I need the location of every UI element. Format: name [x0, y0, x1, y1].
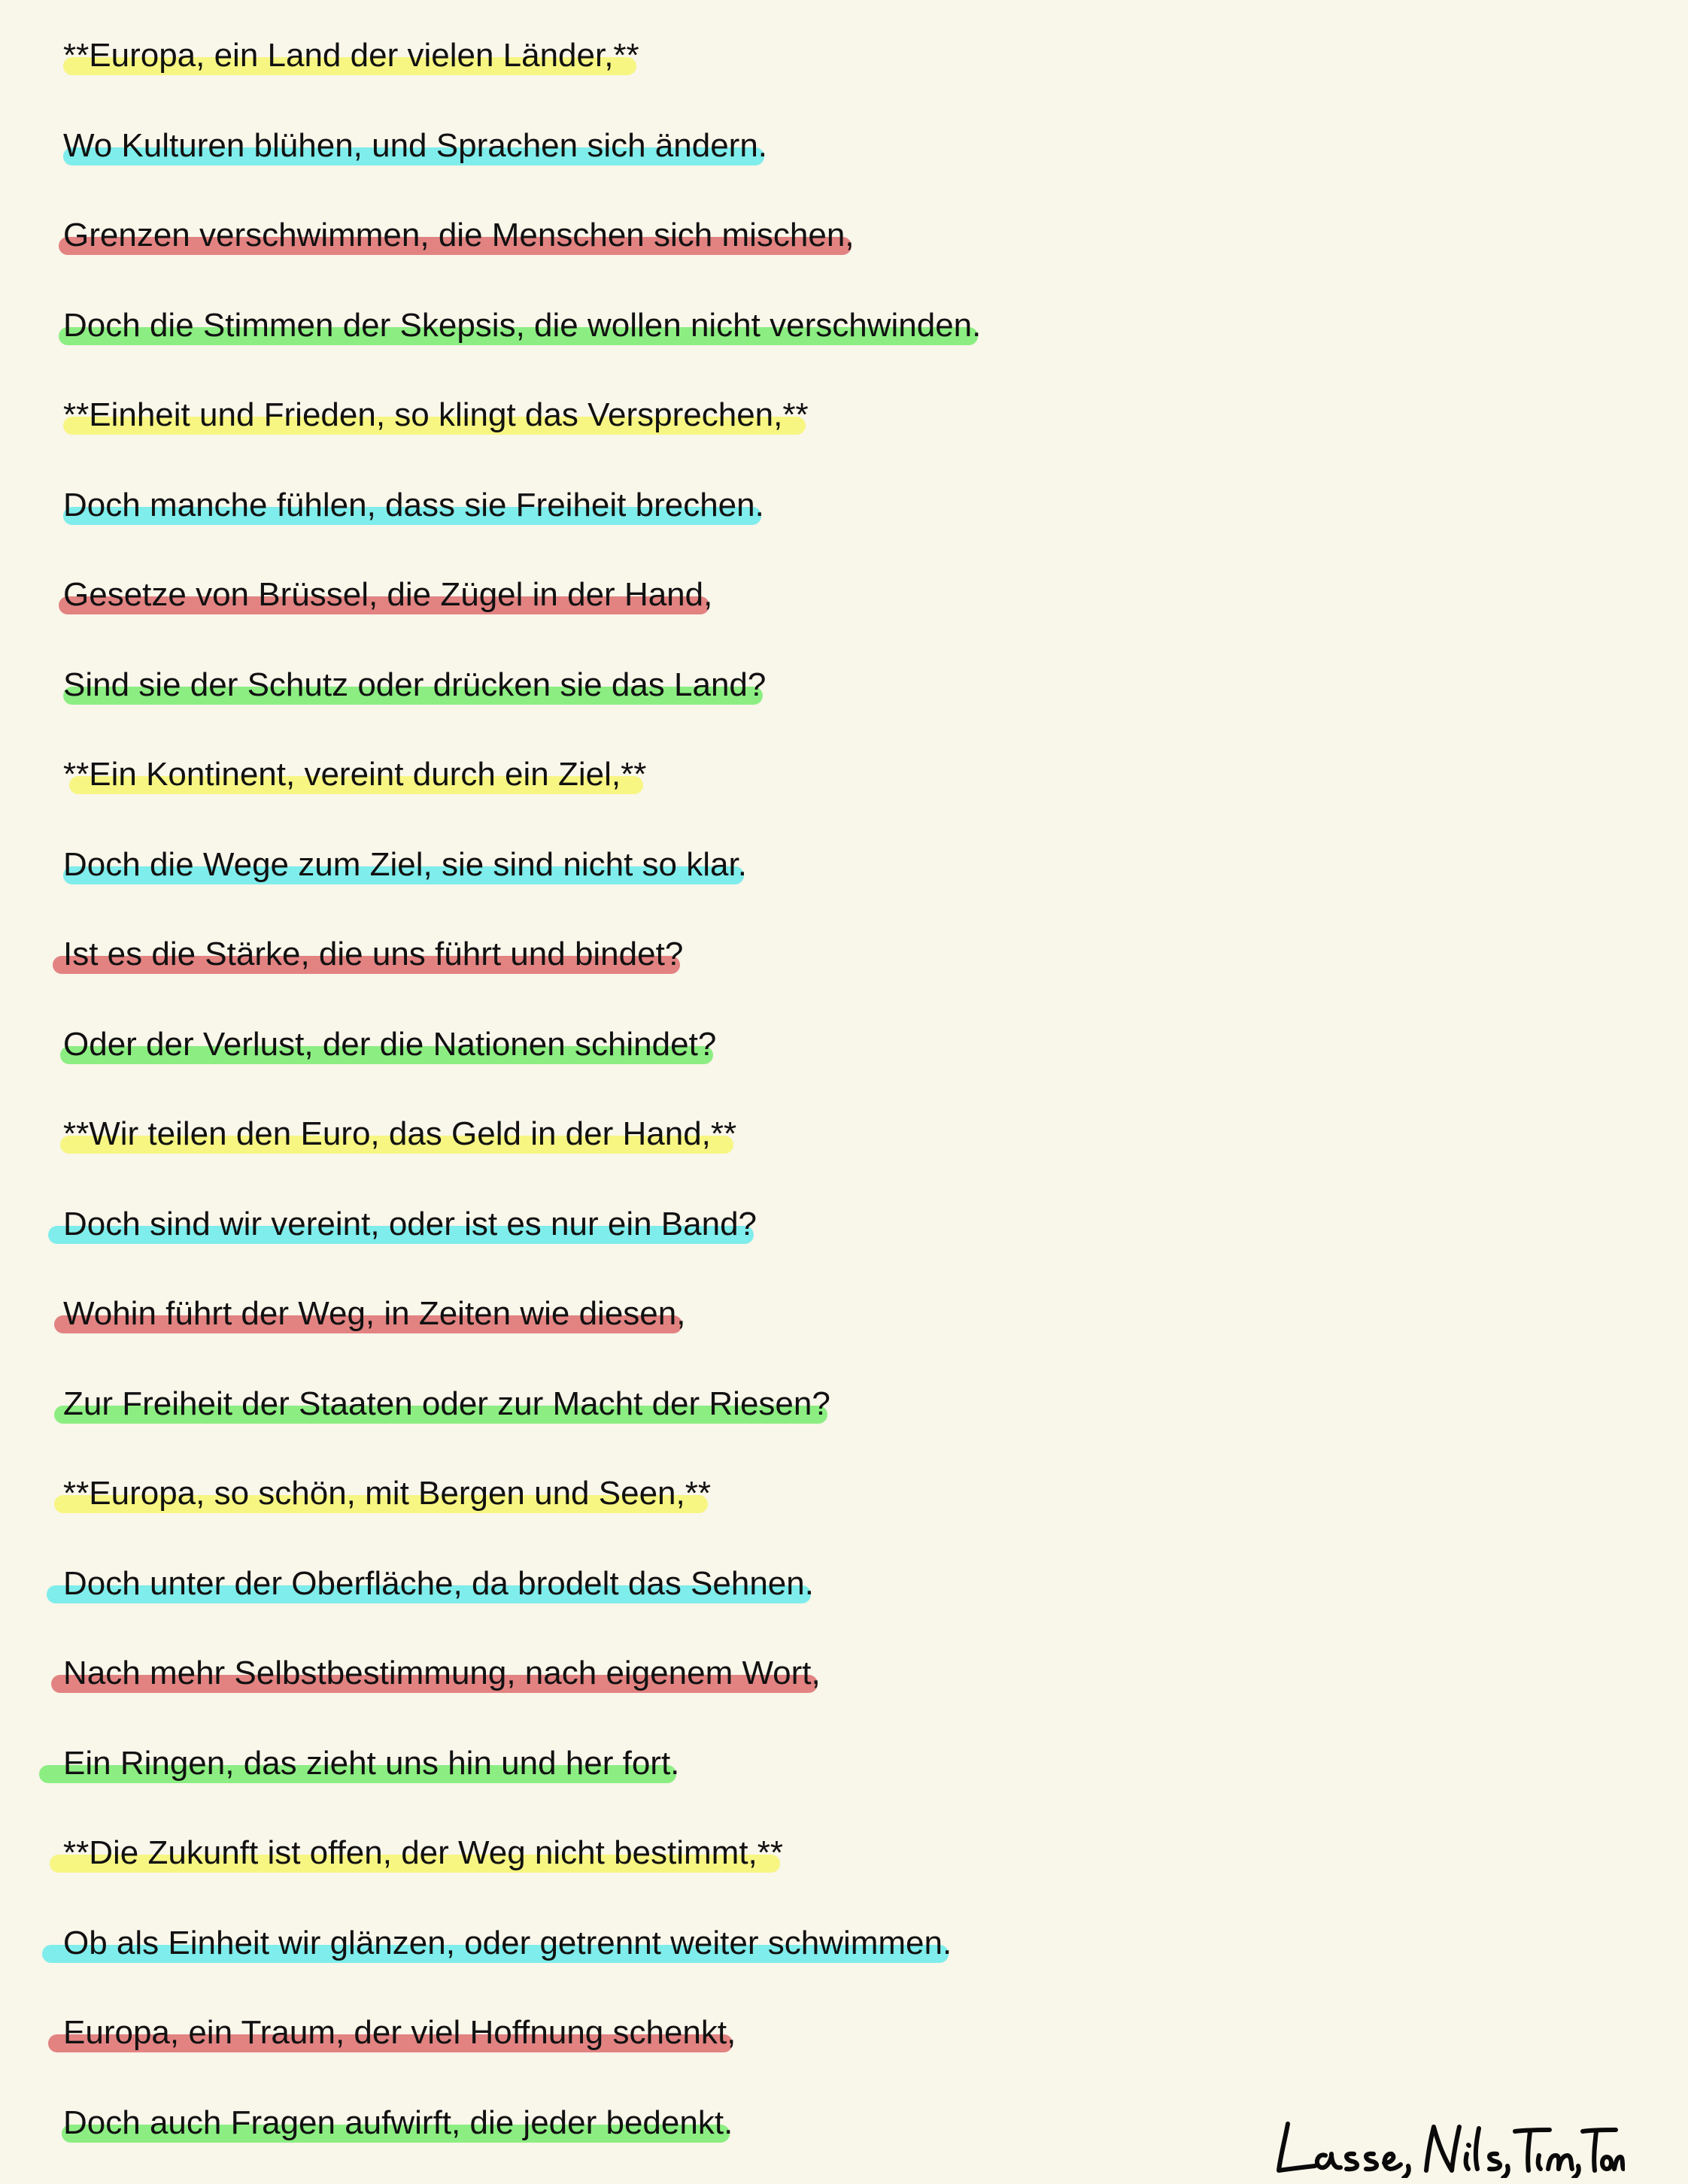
- poem-line: [63, 1104, 736, 1164]
- poem-line-text: Europa, ein Traum, der viel Hoffnung schenkt,: [63, 2014, 736, 2051]
- poem-line: [63, 1554, 814, 1614]
- poem-line-text: **Ein Kontinent, vereint durch ein Ziel,**: [63, 756, 647, 793]
- poem-line-text: **Wir teilen den Euro, das Geld in der Hand,**: [63, 1115, 737, 1152]
- poem-line-text: Zur Freiheit der Staaten oder zur Macht der Riesen?: [63, 1385, 830, 1422]
- poem-line-text: **Die Zukunft ist offen, der Weg nicht bestimmt,**: [63, 1834, 784, 1871]
- poem-line-text: Doch sind wir vereint, oder ist es nur ein Band?: [63, 1205, 757, 1242]
- poem-line-text: Ist es die Stärke, die uns führt und bindet?: [63, 936, 684, 972]
- poem-line: [63, 565, 712, 625]
- poem-line: [63, 205, 855, 265]
- poem-line-text: **Europa, so schön, mit Bergen und Seen,**: [63, 1475, 711, 1512]
- poem-line: [63, 2093, 733, 2153]
- poem-line: [63, 1194, 757, 1254]
- poem-line-text: Doch unter der Oberfläche, da brodelt das Sehnen.: [63, 1564, 814, 1602]
- poem-line-text: **Einheit und Frieden, so klingt das Versprechen,**: [63, 396, 809, 433]
- poem-line-text: Oder der Verlust, der die Nationen schindet?: [63, 1025, 717, 1063]
- poem-line: [63, 475, 764, 535]
- poem-line: [63, 296, 981, 356]
- poem-line: [63, 26, 639, 86]
- poem-line: [63, 1284, 685, 1344]
- poem-line-text: Doch auch Fragen aufwirft, die jeder bedenkt.: [63, 2104, 733, 2141]
- poem-line-text: Grenzen verschwimmen, die Menschen sich mischen,: [63, 217, 855, 253]
- poem-line-text: Doch manche fühlen, dass sie Freiheit brechen.: [63, 486, 764, 523]
- poem-line-text: Doch die Stimmen der Skepsis, die wollen nicht verschwinden.: [63, 306, 982, 344]
- poem-line: [63, 835, 747, 895]
- poem-line: [63, 1015, 716, 1075]
- poem-line-text: **Europa, ein Land der vielen Länder,**: [63, 37, 639, 74]
- poem-line: [63, 1464, 711, 1524]
- poem-line: [63, 924, 683, 984]
- poem-line-text: Ein Ringen, das zieht uns hin und her fort.: [63, 1744, 680, 1782]
- poem-line: [63, 385, 809, 445]
- poem-line: [63, 1374, 830, 1434]
- poem-line-text: Sind sie der Schutz oder drücken sie das Land?: [63, 666, 767, 703]
- poem-line-text: Gesetze von Brüssel, die Zügel in der Hand,: [63, 576, 713, 613]
- poem-line: [63, 2003, 736, 2063]
- poem-line-text: Wo Kulturen blühen, und Sprachen sich ändern.: [63, 126, 768, 164]
- poem-line-text: Doch die Wege zum Ziel, sie sind nicht so klar.: [63, 845, 747, 883]
- poem-line: [63, 116, 767, 176]
- poem-line-text: Wohin führt der Weg, in Zeiten wie diesen,: [63, 1295, 686, 1332]
- poem-line-text: Ob als Einheit wir glänzen, oder getrennt weiter schwimmen.: [63, 1924, 952, 1961]
- poem-line: [63, 1913, 952, 1973]
- signature: [1271, 2110, 1625, 2178]
- poem-line-text: Nach mehr Selbstbestimmung, nach eigenem Wort,: [63, 1655, 821, 1691]
- poem-line: [63, 655, 766, 715]
- poem-line: [63, 745, 646, 805]
- poem-line: [63, 1734, 679, 1794]
- poem-line: [63, 1643, 821, 1703]
- poem-line: [63, 1823, 783, 1883]
